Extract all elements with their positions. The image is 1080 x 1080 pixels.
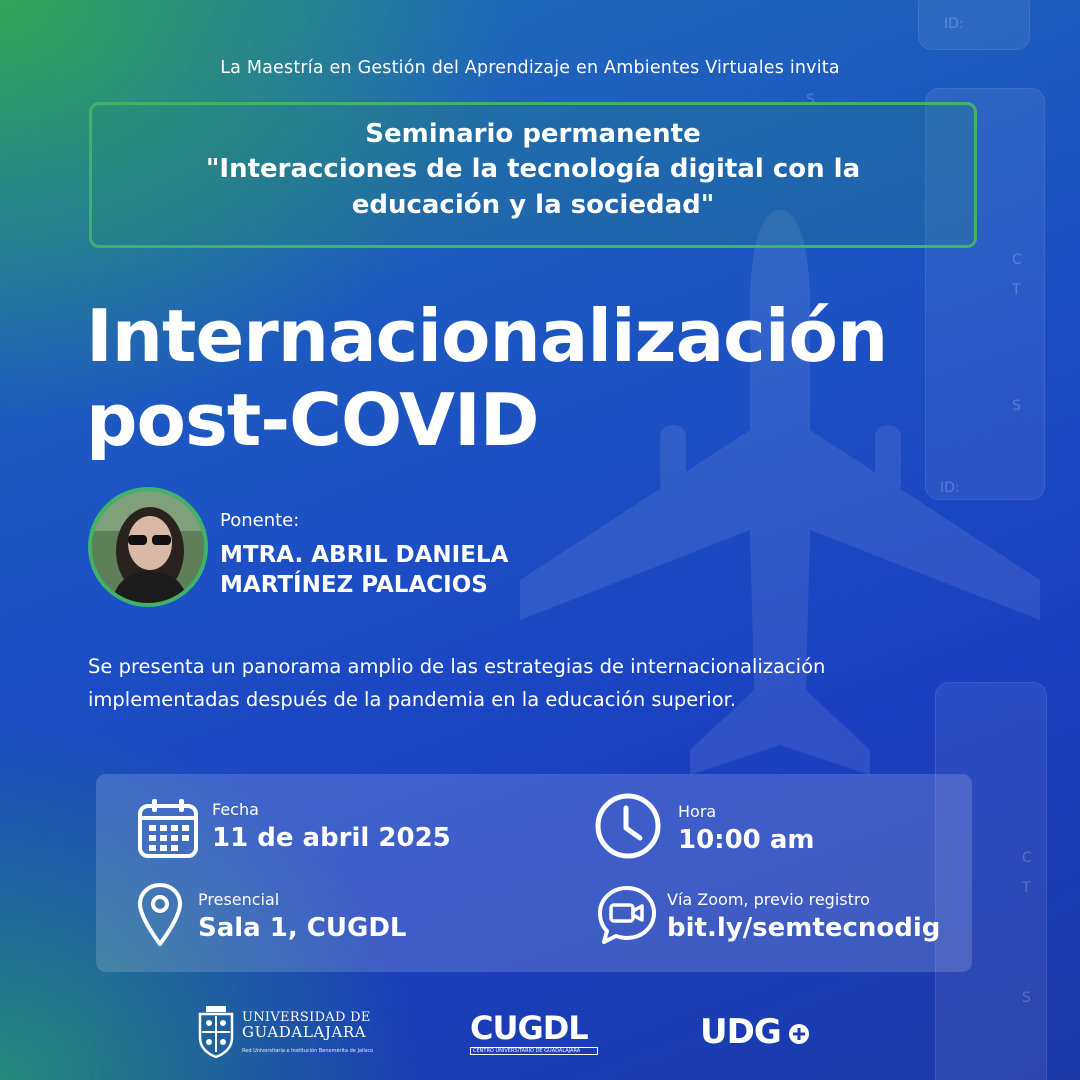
- registration-link[interactable]: bit.ly/semtecnodig: [667, 913, 941, 943]
- udg-logo-text: [242, 1010, 371, 1040]
- strip-tag: T: [1022, 880, 1031, 896]
- calendar-icon: [136, 796, 200, 860]
- strip-tag: S: [1012, 398, 1021, 414]
- strip-tag: C: [1022, 850, 1032, 866]
- online-info: [667, 890, 940, 943]
- event-title-line: Internacionalización: [86, 294, 888, 378]
- date-info: [212, 800, 451, 853]
- intro-text: La Maestría en Gestión del Aprendizaje en Ambientes Virtuales invita: [220, 58, 840, 78]
- series-title-line: "Interacciones de la tecnología digital con la: [205, 154, 861, 184]
- strip-tag: S: [1022, 990, 1031, 1006]
- strip-tag: C: [1012, 252, 1022, 268]
- time-info: [678, 802, 814, 855]
- strip-tag: S: [806, 92, 815, 108]
- location-info: [198, 890, 406, 943]
- udg-logo-subtitle: Red Universitaria e Institución Benemérita de Jalisco: [242, 1048, 374, 1054]
- seminar-series-box: [89, 102, 977, 248]
- event-title-line: post-COVID: [86, 378, 539, 462]
- series-title-line: educación y la sociedad": [351, 190, 715, 220]
- speaker-name: [220, 540, 508, 600]
- event-description: [88, 650, 988, 716]
- strip-tag: ID:: [940, 480, 960, 496]
- udg-logo-line: UNIVERSIDAD DE: [242, 1010, 371, 1025]
- time-label: Hora: [678, 802, 717, 821]
- speaker-name-line: MARTÍNEZ PALACIOS: [220, 572, 488, 598]
- test-strip-decoration: [918, 0, 1030, 50]
- udgplus-logo-text: UDG: [700, 1012, 781, 1052]
- map-pin-icon: [136, 882, 184, 948]
- plus-circle-icon: [788, 1023, 810, 1045]
- strip-tag: ID:: [944, 16, 964, 32]
- time-value: 10:00 am: [678, 825, 815, 855]
- series-label: Seminario permanente: [365, 119, 701, 149]
- online-label: Vía Zoom, previo registro: [667, 890, 870, 909]
- description-line: Se presenta un panorama amplio de las estrategias de internacionalización: [88, 655, 826, 678]
- clock-icon: [594, 792, 662, 860]
- udgplus-logo: [700, 1012, 810, 1052]
- description-line: implementadas después de la pandemia en la educación superior.: [88, 688, 737, 711]
- cugdl-logo-subtitle: CENTRO UNIVERSITARIO DE GUADALAJARA: [470, 1047, 598, 1055]
- strip-tag: T: [1012, 282, 1021, 298]
- logos-bar: [0, 1004, 1080, 1064]
- speaker-label: Ponente:: [220, 510, 300, 531]
- date-value: 11 de abril 2025: [212, 823, 451, 853]
- speaker-name-line: MTRA. ABRIL DANIELA: [220, 542, 509, 568]
- location-label: Presencial: [198, 890, 280, 909]
- udg-logo-line: GUADALAJARA: [242, 1023, 367, 1041]
- event-title: [86, 294, 887, 462]
- udg-crest-icon: [196, 1004, 236, 1058]
- location-value: Sala 1, CUGDL: [198, 913, 407, 943]
- video-chat-icon: [596, 884, 658, 946]
- speaker-avatar: [88, 487, 208, 607]
- cugdl-logo-text: CUGDL: [470, 1009, 588, 1047]
- udg-logo: [196, 1004, 376, 1060]
- cugdl-logo: [470, 1010, 598, 1056]
- date-label: Fecha: [212, 800, 259, 819]
